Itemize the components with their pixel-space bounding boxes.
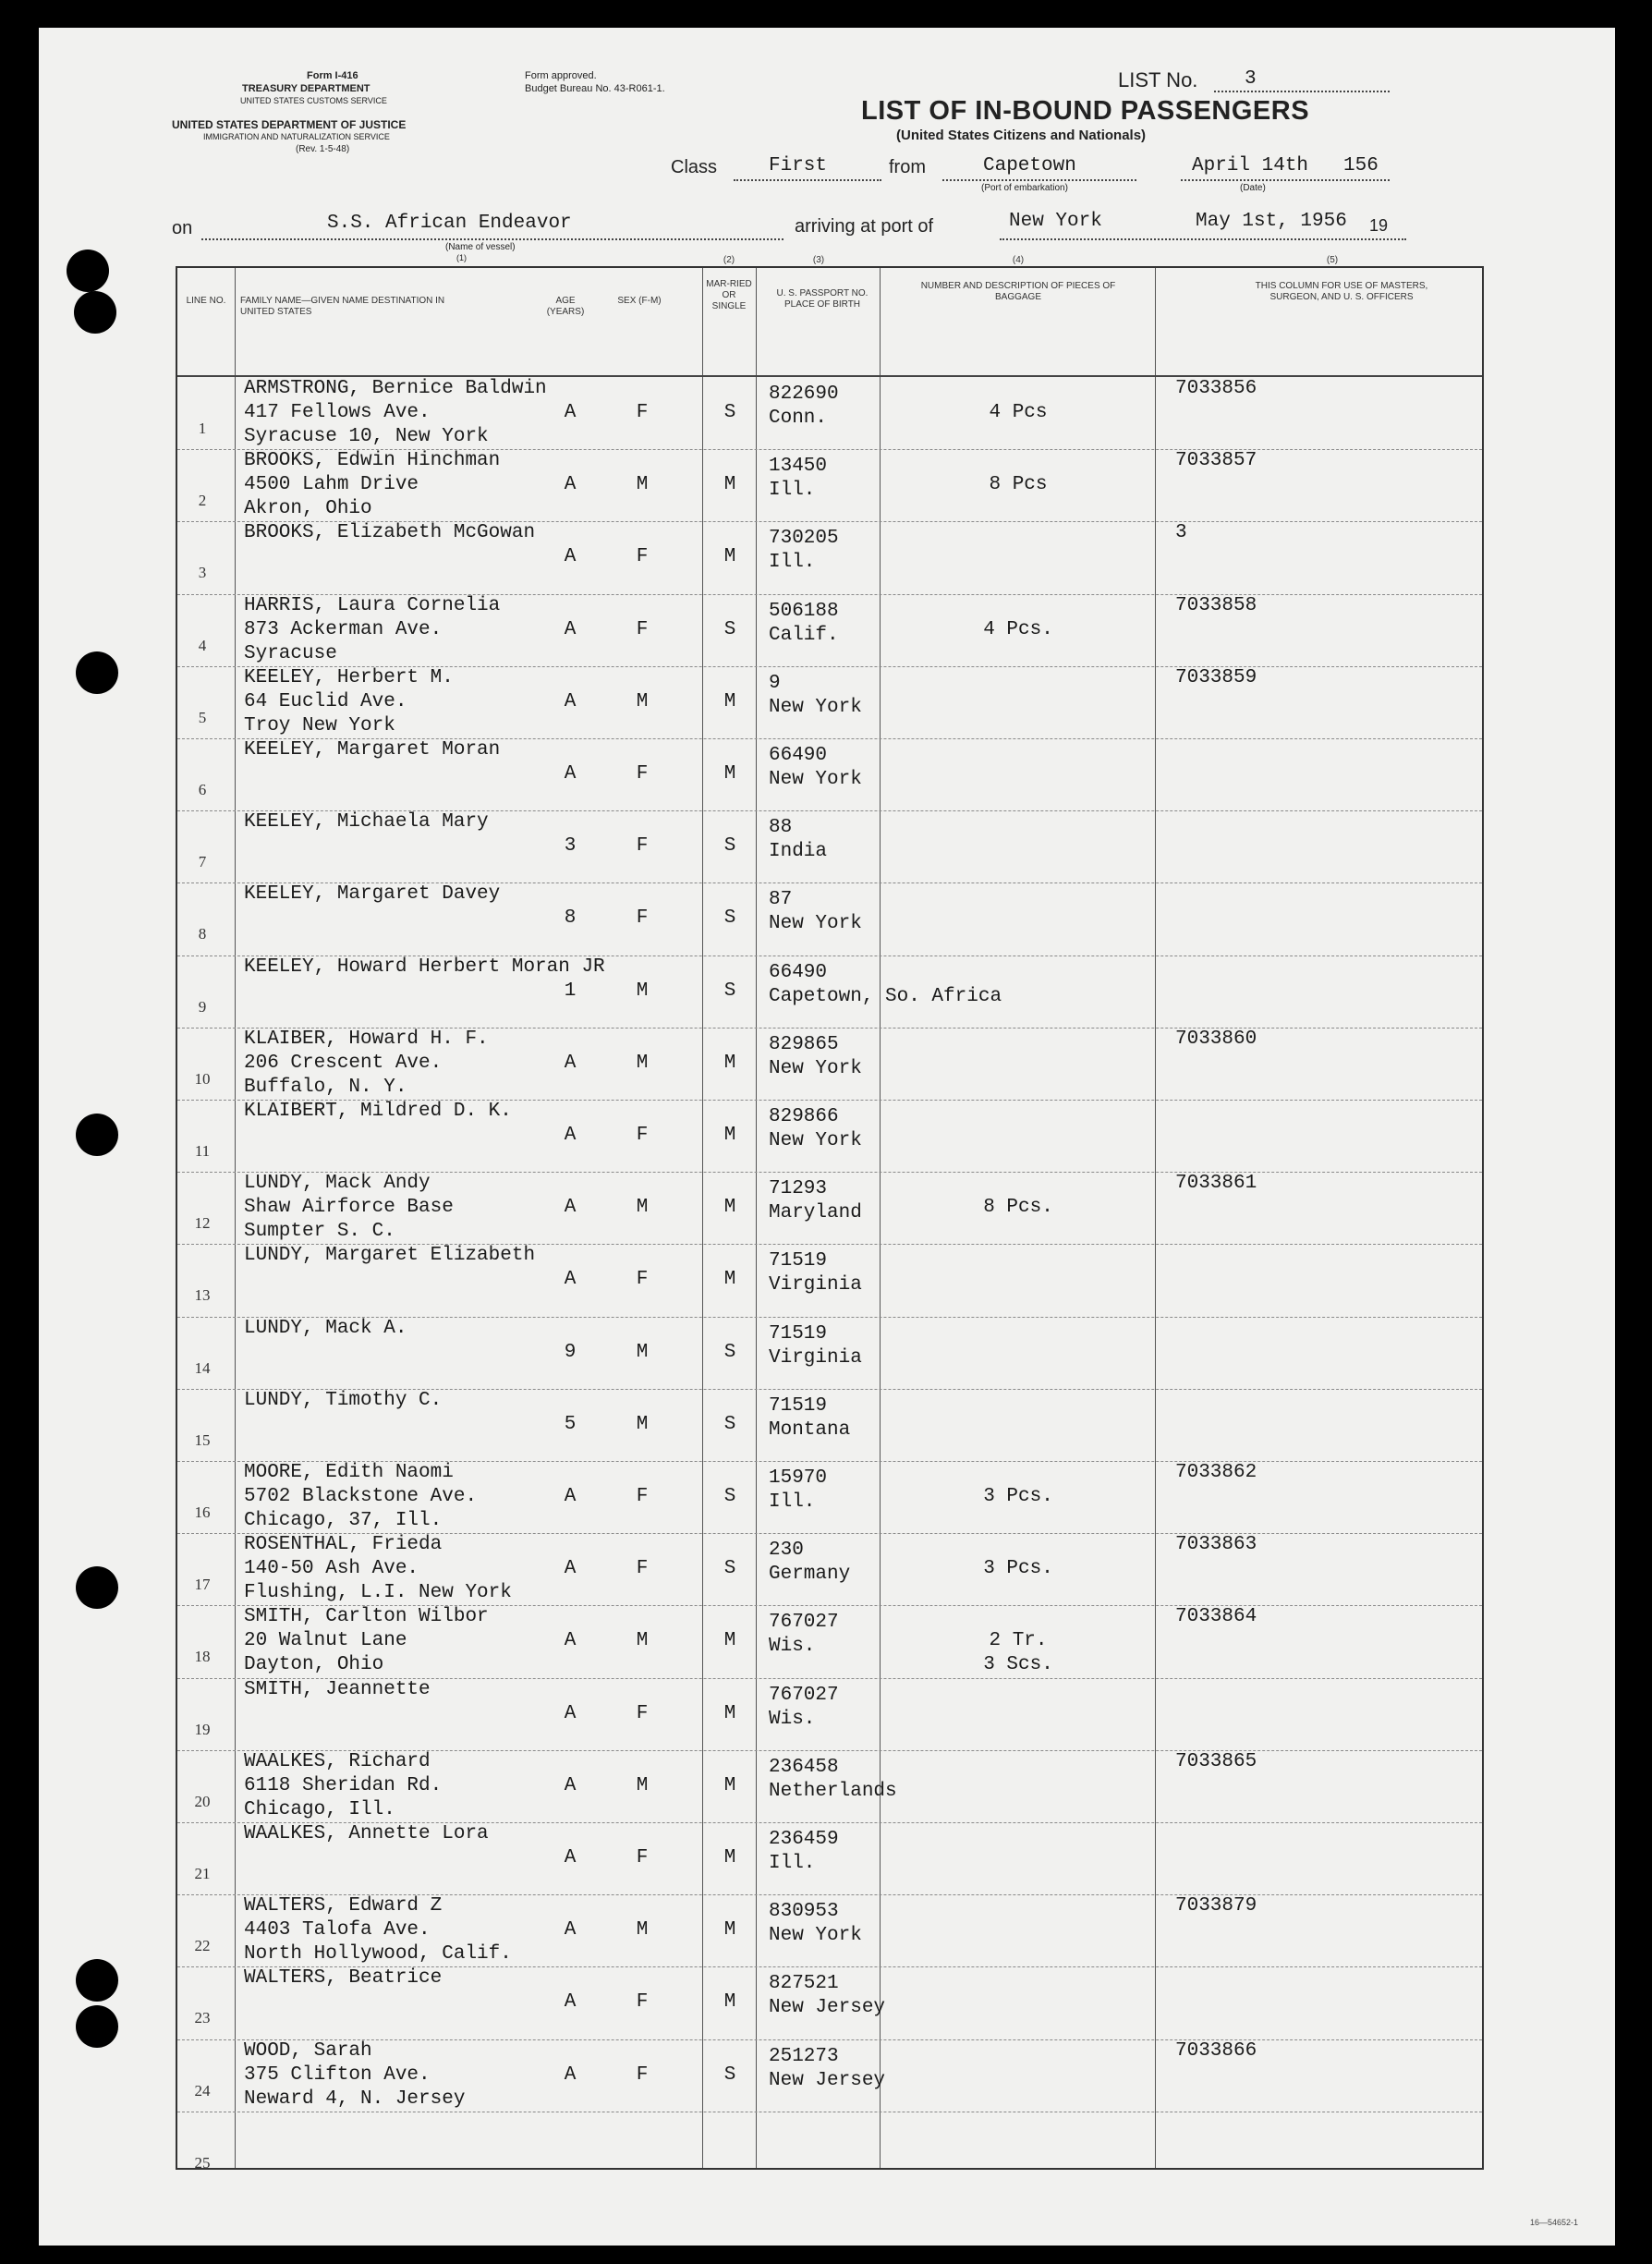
passport-number: 822690	[769, 383, 839, 405]
marital-status: M	[723, 546, 736, 568]
sex-value: F	[636, 1991, 649, 2014]
punch-hole	[76, 1114, 118, 1156]
passenger-name: LUNDY, Margaret Elizabeth	[244, 1245, 536, 1267]
list-number: 3	[1245, 68, 1257, 90]
line-number: 8	[198, 925, 207, 943]
marital-status: S	[723, 402, 736, 423]
destination-city: North Hollywood, Calif.	[244, 1943, 512, 1966]
table-row	[177, 1966, 1482, 2039]
destination-city: Akron, Ohio	[244, 498, 372, 520]
table-row	[177, 1389, 1482, 1461]
officer-number: 7033859	[1175, 666, 1257, 688]
justice-dept: UNITED STATES DEPARTMENT OF JUSTICE	[172, 118, 407, 131]
table-row	[177, 1894, 1482, 1966]
header-baggage: NUMBER AND DESCRIPTION OF PIECES OF BAGGAGE	[920, 281, 1116, 302]
table-row	[177, 1317, 1482, 1389]
punch-hole	[74, 291, 116, 334]
embark-caption: (Port of embarkation)	[981, 183, 1068, 193]
table-row	[177, 377, 1482, 449]
destination-city: Neward 4, N. Jersey	[244, 2088, 466, 2110]
arrival-year-prefix: 19	[1369, 216, 1389, 235]
baggage-description: 4 Pcs	[989, 402, 1048, 423]
age-value: A	[564, 402, 577, 423]
destination-city: Chicago, 37, Ill.	[244, 1510, 443, 1531]
age-value: A	[564, 1052, 577, 1074]
table-row	[177, 1172, 1482, 1244]
age-value: A	[564, 690, 577, 712]
table-row	[177, 956, 1482, 1028]
marital-status: S	[723, 2063, 736, 2086]
passenger-name: KEELEY, Herbert M.	[244, 666, 454, 688]
age-value: A	[564, 546, 577, 568]
place-of-birth: Ill.	[769, 552, 816, 574]
line-number: 3	[198, 564, 207, 582]
sex-value: F	[636, 2063, 649, 2086]
line-number: 5	[198, 708, 207, 726]
arrival-port: New York	[1009, 211, 1102, 232]
embark-line	[942, 179, 1136, 181]
passenger-name: LUNDY, Mack Andy	[244, 1173, 431, 1195]
place-of-birth: Germany	[769, 1564, 851, 1586]
place-of-birth: New York	[769, 1057, 862, 1079]
sex-value: M	[636, 1774, 649, 1796]
destination-street: 5702 Blackstone Ave.	[244, 1486, 478, 1507]
header-line-no: LINE NO.	[186, 296, 226, 306]
ins-service: IMMIGRATION AND NATURALIZATION SERVICE	[203, 132, 390, 141]
passport-number: 9	[769, 672, 781, 694]
table-row	[177, 810, 1482, 882]
passport-number: 71519	[769, 1322, 828, 1345]
baggage-description: 3 Pcs.	[983, 1558, 1053, 1580]
sex-value: F	[636, 835, 649, 858]
table-row	[177, 666, 1482, 738]
marital-status: M	[723, 1052, 736, 1074]
destination-city: Troy New York	[244, 714, 395, 736]
age-value: A	[564, 1847, 577, 1868]
place-of-birth: Ill.	[769, 1853, 816, 1874]
destination-street: 140-50 Ash Ave.	[244, 1558, 419, 1580]
arriving-label: arriving at port of	[795, 216, 934, 237]
age-value: 1	[564, 980, 577, 1002]
destination-street: 6118 Sheridan Rd.	[244, 1774, 443, 1796]
sex-value: F	[636, 763, 649, 785]
embark-date: April 14th	[1192, 155, 1309, 176]
destination-street: Shaw Airforce Base	[244, 1197, 454, 1219]
table-row	[177, 594, 1482, 666]
place-of-birth: Virginia	[769, 1274, 862, 1296]
line-number: 9	[198, 997, 207, 1016]
table-header	[177, 255, 1482, 377]
class-value: First	[769, 155, 828, 176]
sex-value: F	[636, 1269, 649, 1291]
header-passport: U. S. PASSPORT NO. PLACE OF BIRTH	[776, 288, 869, 310]
destination-street: 64 Euclid Ave.	[244, 690, 407, 712]
destination-city: Syracuse	[244, 642, 337, 664]
marital-status: S	[723, 1341, 736, 1363]
revision: (Rev. 1-5-48)	[296, 144, 350, 154]
destination-street: 4403 Talofa Ave.	[244, 1919, 431, 1941]
age-value: A	[564, 618, 577, 640]
place-of-birth: Montana	[769, 1418, 851, 1441]
age-value: A	[564, 1630, 577, 1652]
age-value: A	[564, 1558, 577, 1580]
baggage-description: 3 Pcs.	[983, 1486, 1053, 1507]
sex-value: M	[636, 980, 649, 1002]
place-of-birth: New York	[769, 696, 862, 718]
line-number: 22	[194, 1937, 211, 1955]
passenger-name: KEELEY, Howard Herbert Moran JR	[244, 956, 605, 978]
form-number: Form I-416	[307, 70, 358, 81]
passenger-name: ARMSTRONG, Bernice Baldwin	[244, 378, 547, 399]
header-married: MAR-RIED OR SINGLE	[706, 279, 752, 311]
table-row	[177, 2112, 1482, 2184]
table-row	[177, 1533, 1482, 1605]
sex-value: F	[636, 546, 649, 568]
marital-status: S	[723, 1486, 736, 1507]
officer-number: 7033866	[1175, 2039, 1257, 2062]
line-number: 18	[194, 1648, 211, 1666]
line-number: 6	[198, 781, 207, 798]
form-approved: Form approved.	[525, 70, 597, 81]
line-number: 11	[194, 1142, 211, 1160]
passport-number: 66490	[769, 745, 828, 766]
age-value: A	[564, 1486, 577, 1507]
line-number: 10	[194, 1069, 211, 1088]
passenger-table	[176, 255, 1484, 2172]
line-number: 21	[194, 1865, 211, 1882]
baggage-description: 2 Tr.	[989, 1630, 1048, 1652]
destination-street: 4500 Lahm Drive	[244, 474, 419, 496]
header-baggage-number: (4)	[1012, 255, 1025, 265]
place-of-birth: Conn.	[769, 408, 828, 429]
line-number: 7	[198, 853, 207, 871]
passport-number: 827521	[769, 1973, 839, 1995]
header-officers-number: (5)	[1326, 255, 1339, 265]
sex-value: M	[636, 1413, 649, 1435]
passport-number: 251273	[769, 2045, 839, 2067]
table-row	[177, 1678, 1482, 1750]
marital-status: M	[723, 1919, 736, 1941]
header-married-number: (2)	[723, 255, 735, 265]
date-line	[1181, 179, 1390, 181]
sex-value: F	[636, 907, 649, 930]
age-value: 3	[564, 835, 577, 858]
table-row	[177, 1750, 1482, 1822]
destination-city: Flushing, L.I. New York	[244, 1582, 512, 1604]
line-number: 14	[194, 1358, 211, 1377]
officer-number: 7033862	[1175, 1462, 1257, 1483]
passport-number: 829866	[769, 1106, 839, 1127]
destination-street: 417 Fellows Ave.	[244, 402, 431, 423]
age-value: A	[564, 1702, 577, 1724]
place-of-birth: Capetown, So. Africa	[769, 985, 1002, 1007]
place-of-birth: Wis.	[769, 1636, 816, 1658]
destination-street: 206 Crescent Ave.	[244, 1052, 443, 1074]
passenger-name: MOORE, Edith Naomi	[244, 1462, 454, 1483]
passport-number: 71519	[769, 1250, 828, 1272]
marital-status: S	[723, 835, 736, 858]
officer-number: 7033860	[1175, 1028, 1257, 1050]
marital-status: S	[723, 618, 736, 640]
place-of-birth: New York	[769, 1130, 862, 1151]
passport-number: 87	[769, 889, 793, 911]
marital-status: M	[723, 1630, 736, 1652]
table-row	[177, 1605, 1482, 1677]
marital-status: S	[723, 1413, 736, 1435]
destination-city: Dayton, Ohio	[244, 1654, 384, 1676]
line-number: 23	[194, 2009, 211, 2027]
place-of-birth: New York	[769, 1925, 862, 1947]
passport-number: 13450	[769, 456, 828, 478]
budget-bureau: Budget Bureau No. 43-R061-1.	[525, 83, 665, 94]
marital-status: S	[723, 980, 736, 1002]
place-of-birth: Wis.	[769, 1708, 816, 1730]
passport-number: 66490	[769, 961, 828, 983]
officer-number: 7033865	[1175, 1750, 1257, 1772]
passenger-name: BROOKS, Elizabeth McGowan	[244, 522, 536, 544]
place-of-birth: Calif.	[769, 624, 839, 646]
table-row	[177, 1100, 1482, 1172]
passport-number: 830953	[769, 1901, 839, 1923]
sex-value: F	[636, 1702, 649, 1724]
passport-number: 71519	[769, 1394, 828, 1417]
place-of-birth: Netherlands	[769, 1780, 897, 1802]
header-age: AGE (YEARS)	[546, 296, 585, 317]
officer-number: 7033858	[1175, 594, 1257, 616]
sex-value: M	[636, 1630, 649, 1652]
officer-number: 7033856	[1175, 378, 1257, 399]
passport-number: 71293	[769, 1178, 828, 1200]
age-value: A	[564, 763, 577, 785]
sex-value: M	[636, 690, 649, 712]
place-of-birth: Virginia	[769, 1346, 862, 1369]
date-caption: (Date)	[1240, 183, 1266, 193]
embark-year: 156	[1343, 155, 1379, 176]
sex-value: M	[636, 1341, 649, 1363]
print-code: 16—54652-1	[1529, 2218, 1578, 2227]
marital-status: M	[723, 1125, 736, 1146]
place-of-birth: New Jersey	[769, 1997, 886, 2019]
officer-number: 7033864	[1175, 1606, 1257, 1628]
vessel-column-number: (1)	[456, 253, 467, 262]
table-row	[177, 449, 1482, 521]
line-number: 1	[198, 420, 207, 437]
place-of-birth: Ill.	[769, 1491, 816, 1513]
sex-value: F	[636, 1558, 649, 1580]
sex-value: F	[636, 1125, 649, 1146]
passport-number: 767027	[769, 1684, 839, 1706]
passport-number: 829865	[769, 1033, 839, 1055]
table-row	[177, 1461, 1482, 1533]
class-label: Class	[671, 157, 718, 177]
passport-number: 767027	[769, 1612, 839, 1634]
officer-number: 7033857	[1175, 450, 1257, 472]
passenger-name: ROSENTHAL, Frieda	[244, 1534, 443, 1556]
passenger-name: WALTERS, Beatrice	[244, 1967, 443, 1990]
vessel-line	[201, 238, 783, 240]
age-value: 5	[564, 1413, 577, 1435]
age-value: 8	[564, 907, 577, 930]
document-title: LIST OF IN-BOUND PASSENGERS	[861, 96, 1310, 126]
officer-number: 7033861	[1175, 1173, 1257, 1195]
sex-value: M	[636, 474, 649, 496]
passport-number: 236459	[769, 1829, 839, 1850]
table-row	[177, 2039, 1482, 2112]
baggage-description: 8 Pcs.	[983, 1197, 1053, 1219]
place-of-birth: Ill.	[769, 480, 816, 502]
destination-city: Sumpter S. C.	[244, 1221, 395, 1243]
vessel-caption: (Name of vessel)	[445, 242, 516, 252]
passenger-name: LUNDY, Timothy C.	[244, 1389, 443, 1411]
destination-city: Syracuse 10, New York	[244, 426, 489, 447]
marital-status: M	[723, 1847, 736, 1868]
place-of-birth: Maryland	[769, 1202, 862, 1224]
officer-number: 7033863	[1175, 1534, 1257, 1556]
header-name: FAMILY NAME—GIVEN NAME DESTINATION IN UNITED STATES	[240, 296, 445, 317]
marital-status: M	[723, 690, 736, 712]
marital-status: M	[723, 1991, 736, 2014]
destination-street: 375 Clifton Ave.	[244, 2063, 431, 2086]
class-line	[734, 179, 881, 181]
line-number: 12	[194, 1214, 211, 1233]
line-number: 20	[194, 1792, 211, 1810]
passenger-name: WAALKES, Richard	[244, 1750, 431, 1772]
officer-number: 3	[1175, 522, 1187, 544]
passport-number: 730205	[769, 528, 839, 550]
passenger-name: KEELEY, Michaela Mary	[244, 811, 489, 834]
age-value: A	[564, 1774, 577, 1796]
list-no-line	[1214, 91, 1390, 92]
marital-status: M	[723, 474, 736, 496]
header-officers: THIS COLUMN FOR USE OF MASTERS, SURGEON, AND U. S. OFFICERS	[1255, 281, 1428, 302]
baggage-description: 8 Pcs	[989, 474, 1048, 496]
age-value: 9	[564, 1341, 577, 1363]
punch-hole	[67, 250, 109, 292]
passenger-name: WOOD, Sarah	[244, 2039, 372, 2062]
list-label: LIST No.	[1118, 68, 1198, 91]
passport-number: 236458	[769, 1756, 839, 1778]
age-value: A	[564, 2063, 577, 2086]
sex-value: M	[636, 1197, 649, 1219]
sex-value: F	[636, 618, 649, 640]
table-row	[177, 1028, 1482, 1100]
marital-status: M	[723, 763, 736, 785]
destination-street: 873 Ackerman Ave.	[244, 618, 443, 640]
passenger-name: SMITH, Jeannette	[244, 1678, 431, 1700]
passenger-name: KLAIBERT, Mildred D. K.	[244, 1101, 512, 1122]
place-of-birth: New York	[769, 913, 862, 935]
header-passport-number: (3)	[812, 255, 825, 265]
age-value: A	[564, 1125, 577, 1146]
place-of-birth: New Jersey	[769, 2069, 886, 2091]
line-number: 15	[194, 1430, 211, 1449]
passport-number: 230	[769, 1540, 804, 1562]
treasury-dept: TREASURY DEPARTMENT	[242, 83, 370, 94]
table-row	[177, 1244, 1482, 1316]
table-row	[177, 521, 1482, 593]
table-row	[177, 882, 1482, 955]
from-label: from	[889, 157, 926, 177]
line-number: 19	[194, 1720, 211, 1738]
vessel-name: S.S. African Endeavor	[327, 213, 572, 234]
punch-hole	[76, 1959, 118, 2002]
embark-port: Capetown	[983, 155, 1076, 176]
header-sex: SEX (F-M)	[617, 296, 662, 306]
punch-hole	[76, 1566, 118, 1609]
marital-status: S	[723, 907, 736, 930]
line-number: 24	[194, 2081, 211, 2100]
passenger-name: WAALKES, Annette Lora	[244, 1823, 489, 1844]
line-number: 25	[194, 2153, 211, 2172]
age-value: A	[564, 474, 577, 496]
baggage-description-2: 3 Scs.	[983, 1654, 1053, 1676]
passenger-name: KEELEY, Margaret Davey	[244, 883, 501, 906]
arrival-line	[1000, 238, 1406, 240]
age-value: A	[564, 1197, 577, 1219]
punch-hole	[76, 651, 118, 694]
sex-value: M	[636, 1919, 649, 1941]
marital-status: M	[723, 1197, 736, 1219]
sex-value: F	[636, 1847, 649, 1868]
marital-status: S	[723, 1558, 736, 1580]
passport-number: 88	[769, 817, 793, 839]
table-row	[177, 738, 1482, 810]
passenger-name: LUNDY, Mack A.	[244, 1317, 407, 1339]
punch-hole	[76, 2005, 118, 2048]
manifest-page	[39, 28, 1615, 2246]
destination-street: 20 Walnut Lane	[244, 1630, 407, 1652]
passenger-name: BROOKS, Edwin Hinchman	[244, 450, 501, 472]
line-number: 13	[194, 1286, 211, 1305]
place-of-birth: India	[769, 841, 828, 863]
line-number: 2	[198, 492, 207, 510]
marital-status: M	[723, 1702, 736, 1724]
marital-status: M	[723, 1774, 736, 1796]
passenger-name: HARRIS, Laura Cornelia	[244, 594, 501, 616]
sex-value: M	[636, 1052, 649, 1074]
passport-number: 15970	[769, 1467, 828, 1489]
sex-value: F	[636, 402, 649, 423]
officer-number: 7033879	[1175, 1895, 1257, 1917]
document-subtitle: (United States Citizens and Nationals)	[896, 128, 1147, 143]
destination-city: Buffalo, N. Y.	[244, 1076, 407, 1098]
baggage-description: 4 Pcs.	[983, 618, 1053, 640]
passenger-name: WALTERS, Edward Z	[244, 1895, 443, 1917]
arrival-date: May 1st, 1956	[1196, 211, 1347, 232]
table-row	[177, 1822, 1482, 1894]
passenger-name: SMITH, Carlton Wilbor	[244, 1606, 489, 1628]
age-value: A	[564, 1919, 577, 1941]
line-number: 4	[198, 636, 207, 654]
line-number: 17	[194, 1576, 211, 1594]
sex-value: F	[636, 1486, 649, 1507]
passenger-name: KEELEY, Margaret Moran	[244, 739, 501, 761]
destination-city: Chicago, Ill.	[244, 1798, 395, 1820]
place-of-birth: New York	[769, 769, 862, 790]
age-value: A	[564, 1269, 577, 1291]
passenger-name: KLAIBER, Howard H. F.	[244, 1028, 489, 1050]
line-number: 16	[194, 1503, 211, 1521]
customs-service: UNITED STATES CUSTOMS SERVICE	[240, 96, 387, 105]
marital-status: M	[723, 1269, 736, 1291]
age-value: A	[564, 1991, 577, 2014]
passport-number: 506188	[769, 600, 839, 622]
on-label: on	[172, 218, 193, 238]
